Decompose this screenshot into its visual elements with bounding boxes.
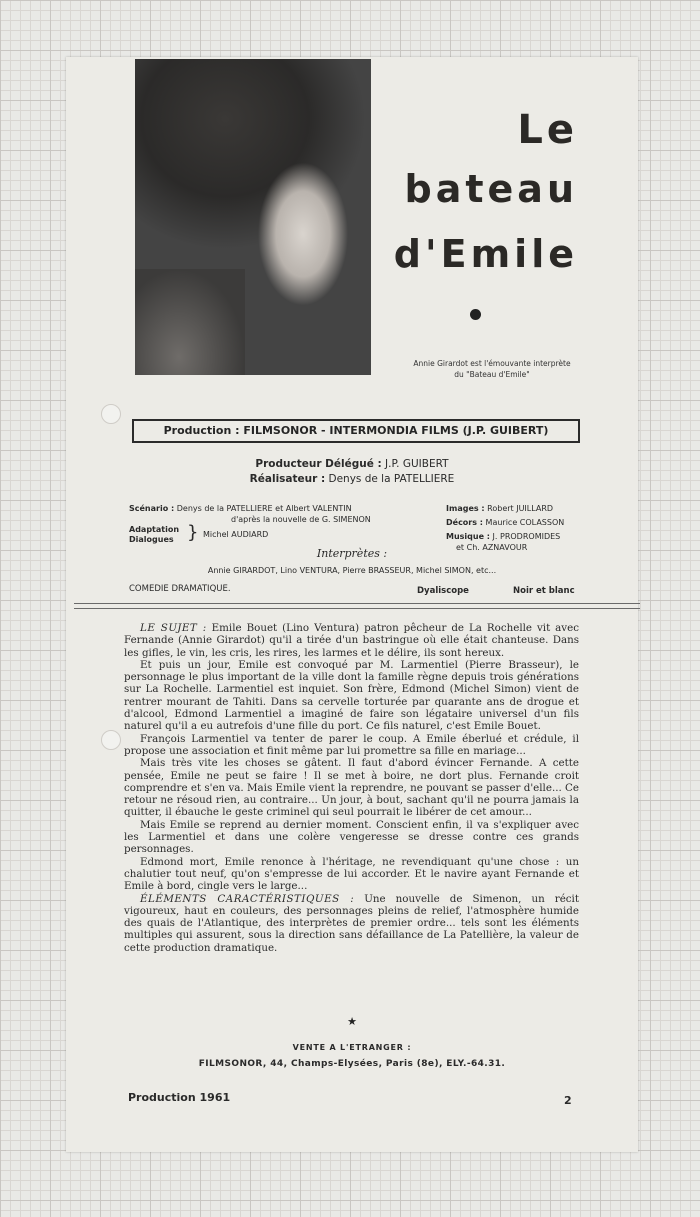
title-dot bbox=[470, 309, 481, 320]
credits-right: Images : Robert JUILLARD Décors : Maurice COLASSON Musique : J. PRODROMIDES et Ch. AZNAVOUR bbox=[446, 504, 565, 552]
interpretes-heading: Interprètes : bbox=[316, 547, 388, 560]
credits-left: Scénario : Denys de la PATELLIERE et Albert VALENTIN d'après la nouvelle de G. SIMENON Adaptation Dialogues } Michel AUDIARD bbox=[129, 504, 371, 544]
interpretes-list: Annie GIRARDOT, Lino VENTURA, Pierre BRASSEUR, Michel SIMON, etc... bbox=[207, 566, 497, 575]
portrait-photo bbox=[135, 59, 371, 375]
page-number: 2 bbox=[564, 1094, 572, 1107]
synopsis-paragraph: Mais Emile se reprend au dernier moment. Conscient enfin, il va s'expliquer avec les Larmentiel et dans une colère vengeresse se dresse contre ces grands personnages. bbox=[124, 818, 579, 856]
section-divider bbox=[74, 603, 640, 609]
synopsis: LE SUJET : Emile Bouet (Lino Ventura) patron pêcheur de La Rochelle vit avec Fernande (Annie Girardot) qu'il a tirée d'un bastringue où elle était chanteuse. Dans les gifles, le vin, les cris, les rires, les larmes et le délire, ils sont hereux. Et puis un jour, Emile est convoqué par M. Larmentiel (Pierre Brasseur), le personnage le plus important de la ville dont la famille règne depuis trois générations sur La Rochelle. Larmentiel est inquiet. Son frère, Edmond (Michel Simon) vient de rentrer mourant de Tahiti. Dans sa cervelle torturée par quarante ans de drogue et d'alcool, Edmond Larmentiel a imaginé de faire son légataire universel d'un fils naturel qu'il a eu autrefois d'une fille du port. Ce fils naturel, c'est Emile Bouet. François Larmentiel va tenter de parer le coup. A Emile éberlué et crédule, il propose une association et finit même par lui promettre sa fille en mariage... Mais très vite les choses se gâtent. Il faut d'abord évincer Fernande. A cette pensée, Emile ne peut se faire ! Il se met à boire, ne dort plus. Fernande croit comprendre et s'en va. Mais Emile vient la reprendre, ne pouvant se passer d'elle... Ce retour ne résoud rien, au contraire... Un jour, à bout, sachant qu'il ne pourra jamais la quitter, il ébauche le geste criminel qui seul pourrait le libérer de cet amour... Mais Emile se reprend au dernier moment. Conscient enfin, il va s'expliquer avec les Larmentiel et dans une colère vengeresse se dresse contre ces grands personnages. Edmond mort, Emile renonce à l'héritage, ne revendiquant qu'une chose : un chalutier tout neuf, qu'on s'empresse de lui accorder. Et le navire ayant Fernande et Emile à bord, cingle vers le large... ÉLÉMENTS CARACTÉRISTIQUES : Une nouvelle de Simenon, un récit vigoureux, haut en couleurs, des personnages pleins de relief, l'atmosphère humide des quais de l'Atlantique, des interprètes de premier ordre... tels sont les éléments multiples qui assurent, sous la direction sans défaillance de La Patellière, la valeur de cette production dramatique. bbox=[124, 622, 580, 954]
color-format: Noir et blanc bbox=[513, 586, 575, 596]
genre: COMEDIE DRAMATIQUE. bbox=[129, 584, 231, 594]
format: Dyaliscope bbox=[417, 586, 469, 596]
elements-label: ÉLÉMENTS CARACTÉRISTIQUES : bbox=[140, 892, 355, 905]
film-title-line-1: Le bbox=[517, 107, 578, 153]
synopsis-paragraph: Et puis un jour, Emile est convoqué par M. Larmentiel (Pierre Brasseur), le personnage le plus important de la ville dont la famille règne depuis trois générations sur La Rochelle. Larmentiel est inquiet. Son frère, Edmond (Michel Simon) vient de rentrer mourant de Tahiti. Dans sa cervelle torturée par quarante ans de drogue et d'alcool, Edmond Larmentiel a imaginé de faire son légataire universel d'un fils naturel qu'il a eu autrefois d'une fille du port. Ce fils naturel, c'est Emile Bouet. bbox=[124, 658, 579, 733]
punch-hole-bottom bbox=[101, 730, 121, 750]
synopsis-paragraph: François Larmentiel va tenter de parer le coup. A Emile éberlué et crédule, il propose une association et finit même par lui promettre sa fille en mariage... bbox=[124, 732, 579, 757]
vente-heading: VENTE A L'ETRANGER : bbox=[292, 1043, 412, 1052]
producteur-line: Producteur Délégué : J.P. GUIBERT bbox=[255, 458, 449, 470]
production-box: Production : FILMSONOR - INTERMONDIA FILMS (J.P. GUIBERT) bbox=[132, 419, 580, 443]
synopsis-paragraph: Mais très vite les choses se gâtent. Il faut d'abord évincer Fernande. A cette pensée, Emile ne peut se faire ! Il se met à boire, ne dort plus. Fernande croit comprendre et s'en va. Mais Emile vient la reprendre, ne pouvant se passer d'elle... Ce retour ne résoud rien, au contraire... Un jour, à bout, sachant qu'il ne pourra jamais la quitter, il ébauche le geste criminel qui seul pourrait le libérer de cet amour... bbox=[124, 757, 580, 819]
document-sheet bbox=[66, 57, 638, 1152]
punch-hole-top bbox=[101, 404, 121, 424]
film-title-line-2: bateau bbox=[404, 167, 578, 211]
realisateur-line: Réalisateur : Denys de la PATELLIERE bbox=[249, 473, 455, 485]
film-title-line-3: d'Emile bbox=[393, 232, 578, 276]
address: FILMSONOR, 44, Champs-Elysées, Paris (8e), ELY.-64.31. bbox=[198, 1059, 506, 1069]
production-year: Production 1961 bbox=[128, 1091, 231, 1104]
star-icon: ★ bbox=[347, 1015, 357, 1028]
synopsis-paragraph: Edmond mort, Emile renonce à l'héritage, ne revendiquant qu'une chose : un chalutier tout neuf, qu'on s'empresse de lui accorder. Et le navire ayant Fernande et Emile à bord, cingle vers le large... bbox=[124, 855, 579, 893]
photo-caption: Annie Girardot est l'émouvante interprète du "Bateau d'Emile" bbox=[413, 359, 571, 379]
sujet-label: LE SUJET : bbox=[140, 622, 207, 634]
